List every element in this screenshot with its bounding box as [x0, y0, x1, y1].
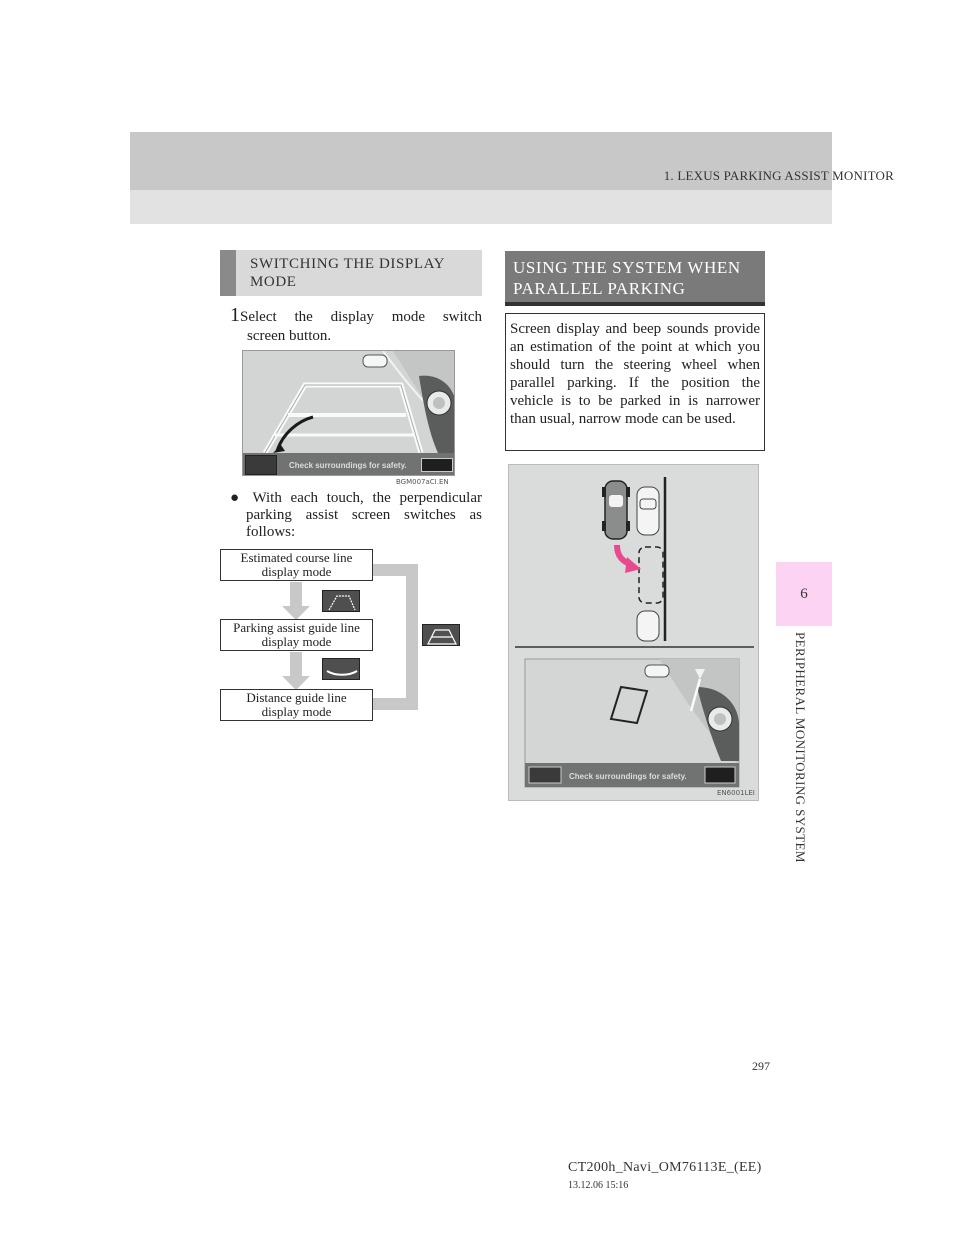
flow-label-line1: Parking assist guide line: [233, 620, 360, 635]
print-timestamp: 13.12.06 15:16: [568, 1180, 629, 1191]
distance-guide-mode-icon: [322, 658, 360, 680]
step-number: 1: [230, 304, 240, 326]
document-code: CT200h_Navi_OM76113E_(EE): [568, 1160, 762, 1175]
flow-distance-guide-mode: [220, 689, 373, 721]
chapter-number: 6: [800, 586, 808, 602]
page-number: 297: [752, 1059, 770, 1073]
flow-label-line2: display mode: [261, 634, 332, 649]
screen-warning-text: Check surroundings for safety.: [289, 461, 407, 470]
section-heading-text: SWITCHING THE DISPLAY MODE: [250, 256, 445, 290]
flow-estimated-course-mode: [220, 549, 373, 581]
chapter-side-label: PERIPHERAL MONITORING SYSTEM: [793, 632, 808, 863]
chapter-title: 1. LEXUS PARKING ASSIST MONITOR: [663, 168, 894, 183]
step-text-line2: screen button.: [247, 328, 332, 344]
flow-label-line1: Estimated course line: [240, 550, 353, 565]
figure-2-caption: EN6001LEI: [717, 789, 755, 797]
parking-assist-mode-icon: [422, 624, 460, 646]
step-text-line1: Select the display mode switch: [240, 309, 482, 325]
bullet-text: With each touch, the perpendicular parking assist screen switches as follows:: [246, 490, 482, 540]
screen-warning-text: Check surroundings for safety.: [569, 772, 687, 781]
flow-label-line1: Distance guide line: [246, 690, 347, 705]
heading-line-1: USING THE SYSTEM WHEN: [513, 258, 741, 277]
flow-label-line2: display mode: [261, 704, 332, 719]
heading-underline: [505, 302, 765, 306]
section-heading-parallel: [505, 251, 765, 302]
heading-line-2: PARALLEL PARKING: [513, 279, 686, 298]
estimated-course-mode-icon: [322, 590, 360, 612]
flow-label-line2: display mode: [261, 564, 332, 579]
bullet-icon: ●: [230, 490, 245, 506]
section-heading-text: [513, 257, 763, 299]
info-box: [505, 313, 765, 451]
figure-1-caption: BGM007aCI.EN: [396, 478, 449, 486]
parallel-parking-figure: [508, 464, 759, 801]
info-text: Screen display and beep sounds provide an estimation of the point at which you should turn the steering wheel when parallel parking. If the position the vehicle is to be parked in is narrower than usual, narrow mode can be used.: [510, 321, 760, 427]
parallel-parking-diagram: [509, 465, 759, 801]
flow-parking-assist-mode: [220, 619, 373, 651]
